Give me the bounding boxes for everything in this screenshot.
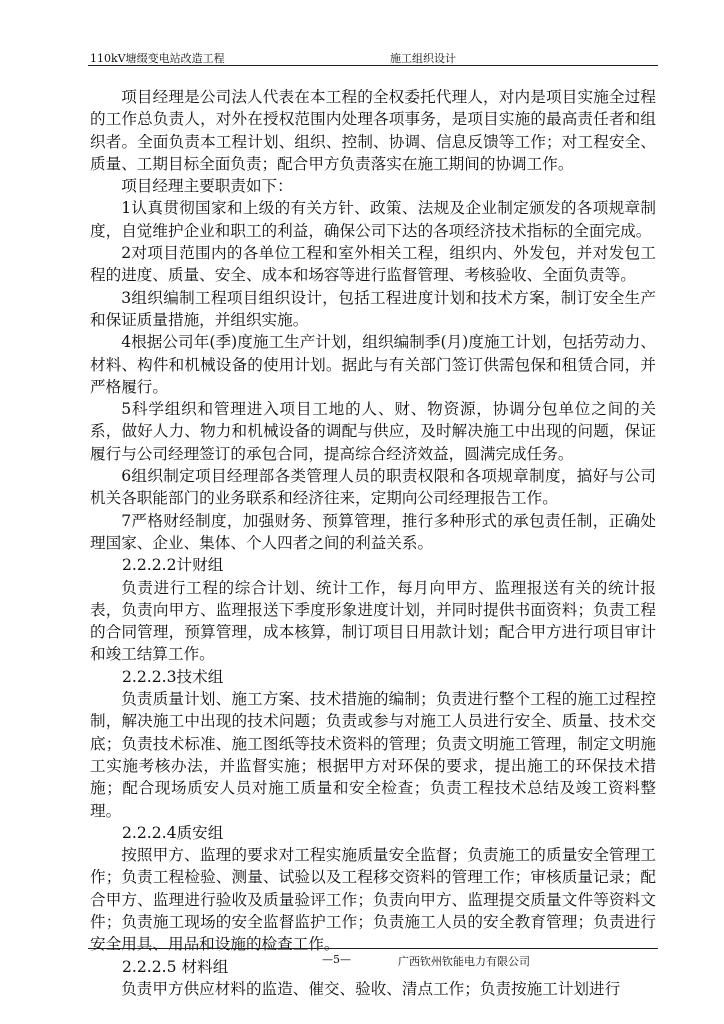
page-number: —5— <box>322 953 351 966</box>
body-paragraph: 3组织编制工程项目组织设计，包括工程进度计划和技术方案，制订安全生产和保证质量措施，并组织实施。 <box>90 288 656 329</box>
body-paragraph: 负责甲方供应材料的监造、催交、验收、清点工作；负责按施工计划进行 <box>121 979 621 998</box>
body-paragraph: 负责进行工程的综合计划、统计工作，每月向甲方、监理报送有关的统计报表，负责向甲方、监理报送下季度形象进度计划，并同时提供书面资料；负责工程的合同管理，预算管理，成本核算，制订项目日用款计划；配合甲方进行项目审计和竣工结算工作。 <box>90 578 656 664</box>
header-project-name: 110kV塘缀变电站改造工程 <box>90 52 225 65</box>
header-document-title: 施工组织设计 <box>390 52 456 65</box>
section-heading: 2.2.2.5 材料组 <box>122 957 229 976</box>
body-paragraph: 项目经理是公司法人代表在本工程的全权委托代理人，对内是项目实施全过程的工作总负责人，对外在授权范围内处理各项事务，是项目实施的最高责任者和组织者。全面负责本工程计划、组织、控制、协调、信息反馈等工作；对工程安全、质量、工期目标全面负责；配合甲方负责落实在施工期间的协调工作。 <box>90 88 656 173</box>
body-paragraph: 7严格财经制度，加强财务、预算管理，推行多种形式的承包责任制，正确处理国家、企业、集体、个人四者之间的利益关系。 <box>90 511 656 552</box>
section-heading: 2.2.2.3技术组 <box>122 667 224 686</box>
header-rule <box>88 65 658 66</box>
section-heading: 2.2.2.2计财组 <box>122 556 224 575</box>
footer-rule <box>88 948 658 949</box>
page-footer <box>88 948 658 970</box>
body-paragraph: 按照甲方、监理的要求对工程实施质量安全监督；负责施工的质量安全管理工作；负责工程检验、测量、试验以及工程移交资料的管理工作；审核质量记录；配合甲方、监理进行验收及质量验评工作；负责向甲方、监理提交质量文件等资料文件；负责施工现场的安全监督监护工作；负责施工人员的安全教育管理；负责进行安全用具、用品和设施的检查工作。 <box>90 846 656 954</box>
section-heading: 2.2.2.4质安组 <box>122 823 224 842</box>
body-paragraph: 负责质量计划、施工方案、技术措施的编制；负责进行整个工程的施工过程控制，解决施工中出现的技术问题；负责或参与对施工人员进行安全、质量、技术交底；负责技术标准、施工图纸等技术资料的管理；负责文明施工管理，制定文明施工实施考核办法，并监督实施；根据甲方对环保的要求，提出施工的环保技术措施；配合现场质安人员对施工质量和安全检查；负责工程技术总结及竣工资料整理。 <box>90 690 656 820</box>
body-paragraph: 1认真贯彻国家和上级的有关方针、政策、法规及企业制定颁发的各项规章制度，自觉维护企业和职工的利益，确保公司下达的各项经济技术指标的全面完成。 <box>90 199 656 240</box>
body-paragraph: 项目经理主要职责如下： <box>121 177 293 196</box>
page-header <box>88 46 658 66</box>
body-paragraph: 5科学组织和管理进入项目工地的人、财、物资源，协调分包单位之间的关系，做好人力、物力和机械设备的调配与供应，及时解决施工中出现的问题，保证履行与公司经理签订的承包合同，提高综合经济效益，圆满完成任务。 <box>90 400 656 463</box>
footer-company-name: 广西钦州钦能电力有限公司 <box>398 955 530 968</box>
body-paragraph: 2对项目范围内的各单位工程和室外相关工程，组织内、外发包，并对发包工程的进度、质量、安全、成本和场容等进行监督管理、考核验收、全面负责等。 <box>90 244 656 285</box>
body-paragraph: 4根据公司年(季)度施工生产计划，组织编制季(月)度施工计划，包括劳动力、材料、构件和机械设备的使用计划。据此与有关部门签订供需包保和租赁合同，并严格履行。 <box>90 333 656 396</box>
body-paragraph: 6组织制定项目经理部各类管理人员的职责权限和各项规章制度，搞好与公司机关各职能部门的业务联系和经济往来，定期向公司经理报告工作。 <box>90 467 656 508</box>
